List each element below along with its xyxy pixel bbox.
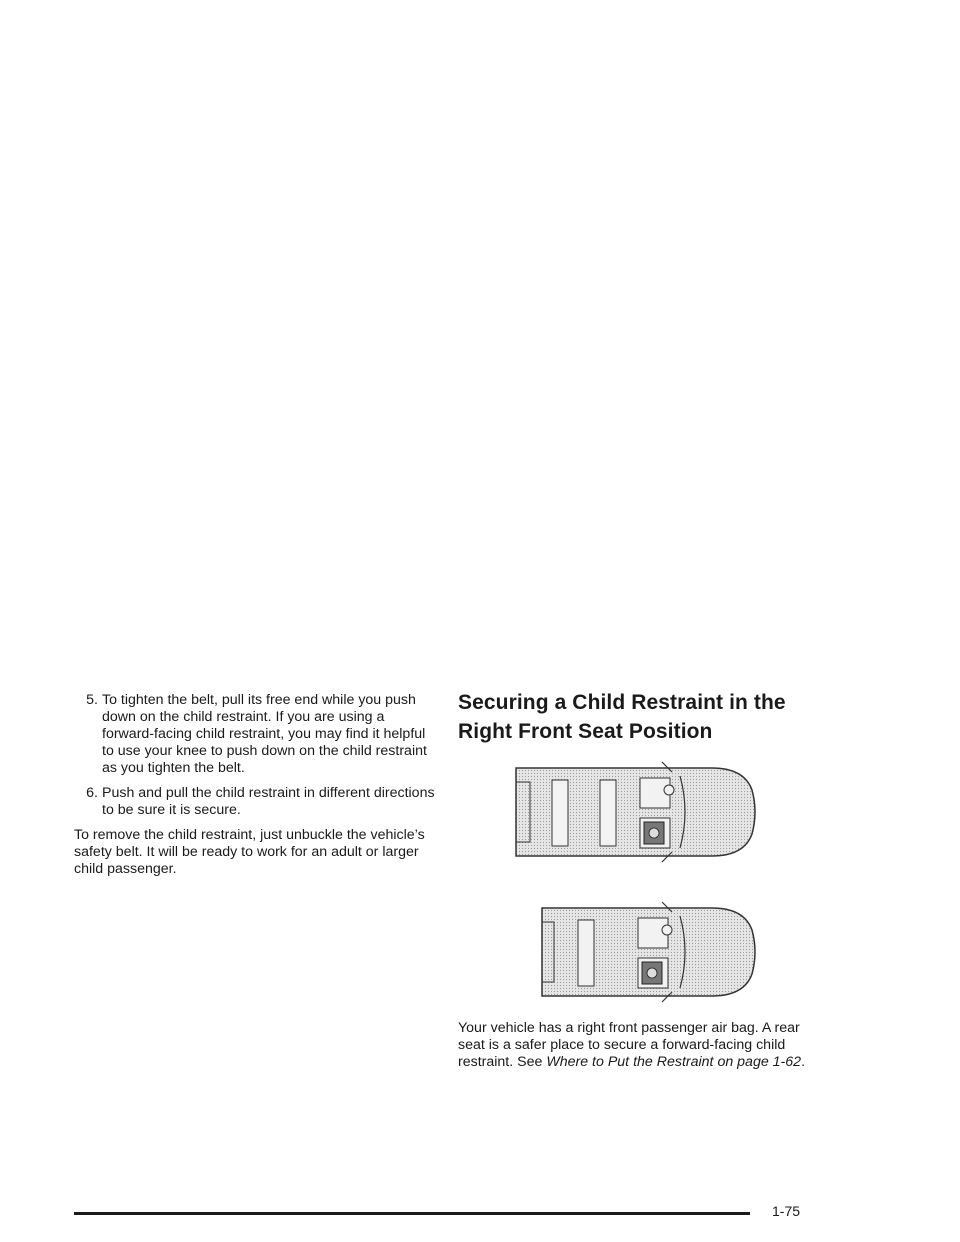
step-number: 5.	[86, 692, 98, 708]
step-text: Push and pull the child restraint in different directions to be sure it is secure.	[102, 785, 435, 818]
cross-reference-link[interactable]: Where to Put the Restraint on page 1-62	[546, 1054, 802, 1070]
step-number: 6.	[86, 785, 98, 801]
section-heading: Securing a Child Restraint in the Right Front Seat Position	[458, 691, 786, 743]
page-number: 1-75	[772, 1203, 801, 1219]
right-column	[458, 688, 818, 746]
vehicle-seating-illustration	[512, 760, 760, 1010]
airbag-paragraph	[458, 1020, 820, 1071]
left-column	[74, 692, 440, 878]
airbag-text: Your vehicle has a right front passenger air bag. A rear seat is a safer place to secure a forward-facing child restraint. See	[458, 1020, 800, 1070]
step-5	[74, 692, 440, 777]
airbag-text-end: .	[801, 1054, 806, 1070]
vehicle-top-view-2	[542, 902, 755, 1002]
footer-rule	[74, 1212, 750, 1215]
vehicle-top-view-1	[516, 762, 755, 862]
removal-paragraph: To remove the child restraint, just unbuckle the vehicle’s safety belt. It will be ready to work for an adult or larger child passenger.	[74, 827, 425, 877]
step-6	[74, 785, 440, 819]
step-text: To tighten the belt, pull its free end while you push down on the child restraint. If you are using a forward-facing child restraint, you may find it helpful to use your knee to push down on the child restraint as you tighten the belt.	[102, 692, 427, 776]
